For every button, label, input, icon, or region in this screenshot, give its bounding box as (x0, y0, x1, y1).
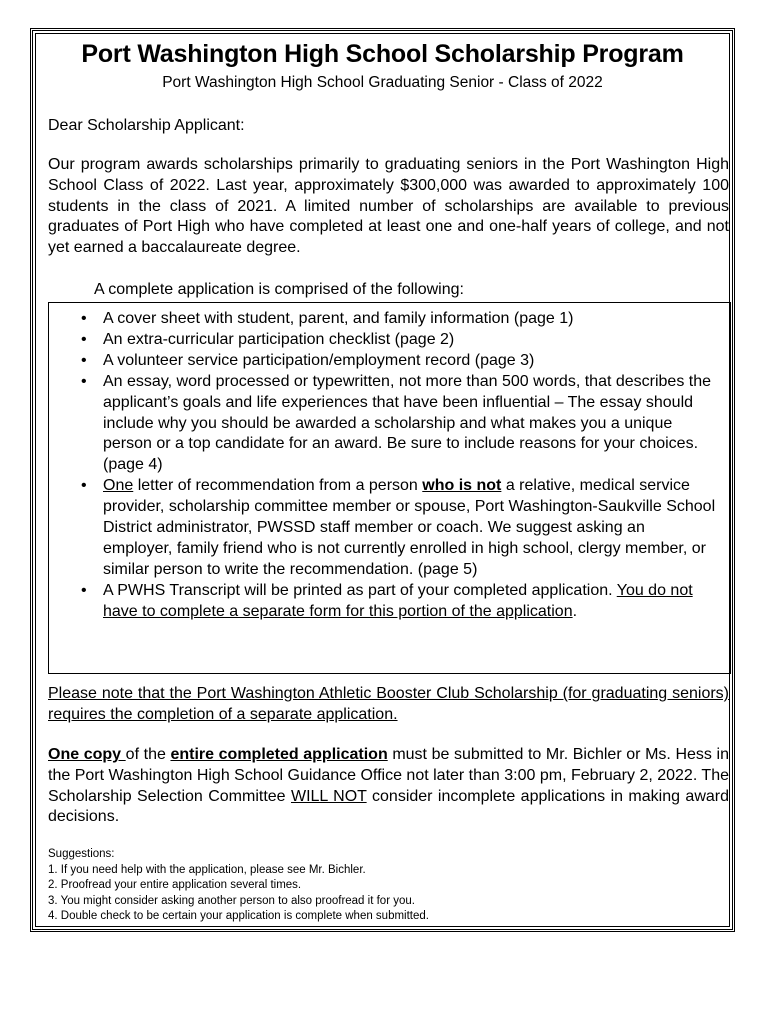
item-text-emphasis: who is not (422, 477, 502, 495)
page-title: Port Washington High School Scholarship Program (81, 40, 684, 68)
deadline-text: of the (125, 746, 171, 763)
item-text: An extra-curricular participation checklist (page 2) (103, 330, 455, 348)
bullet-icon: • (81, 581, 87, 599)
list-item-cover (49, 309, 730, 330)
deadline-text: consider incomplete applications in making award decisions. (48, 787, 729, 826)
suggestions (48, 847, 429, 925)
bullet-icon: • (81, 351, 87, 369)
bullet-icon: • (81, 372, 87, 390)
bullet-icon: • (81, 330, 87, 348)
submission-deadline (48, 745, 729, 828)
item-text-emphasis: One (103, 477, 134, 495)
requirements-list (49, 309, 730, 623)
salutation: Dear Scholarship Applicant: (48, 117, 245, 134)
list-item-extracurricular (49, 330, 730, 351)
intro-paragraph: Our program awards scholarships primarily to graduating seniors in the Port Washington High School Class of 2022. Last year, approximately $300,000 was awarded to approximately 100 students in the class of 2021. A limited number of scholarships are available to previous graduates of Port High who have completed at least one and one-half years of college, and not yet earned a baccalaureate degree. (48, 156, 729, 257)
page-subtitle: Port Washington High School Graduating Senior - Class of 2022 (162, 74, 603, 91)
list-item-transcript (49, 581, 730, 623)
list-item-volunteer (49, 351, 730, 372)
booster-club-note: Please note that the Port Washington Athletic Booster Club Scholarship (for graduating seniors) requires the completion of a separate application. (48, 685, 729, 723)
requirements-box (48, 302, 731, 674)
deadline-emphasis: One copy (48, 746, 126, 763)
item-text-emphasis: You do not have to complete a separate form for this portion of the application (103, 581, 693, 620)
item-text: A PWHS Transcript will be printed as part of your completed application. (103, 581, 617, 599)
suggestion-line: 2. Proofread your entire application several times. (48, 879, 302, 892)
deadline-emphasis: WILL NOT (290, 787, 367, 805)
deadline-emphasis: entire completed application (170, 746, 388, 763)
deadline-text: must be submitted to Mr. Bichler or Ms. Hess in the Port Washington High School Guidance Office not later than 3:00 pm, February 2, 2022. The Scholarship Selection Committee (48, 746, 729, 805)
suggestion-line: 4. Double check to be certain your application is complete when submitted. (48, 910, 429, 923)
suggestion-line: 3. You might consider asking another person to also proofread it for you. (48, 894, 415, 907)
item-text: An essay, word processed or typewritten, not more than 500 words, that describes the applicant’s goals and life experiences that have been influential – The essay should include why you should be awarded a scholarship and what makes you a unique person or a top candidate for an award. Be sure to include reasons for your choices. (page 4) (103, 372, 712, 474)
suggestion-line: 1. If you need help with the application, please see Mr. Bichler. (48, 863, 366, 876)
item-text: A cover sheet with student, parent, and family information (page 1) (103, 310, 574, 327)
item-text: . (572, 602, 578, 620)
bullet-icon: • (81, 310, 87, 327)
bullet-icon: • (81, 477, 87, 495)
item-text: letter of recommendation from a person (133, 477, 423, 495)
document-frame (30, 28, 735, 932)
item-text: a relative, medical service provider, scholarship committee member or spouse, Port Washington-Saukville School District administrator, PWSSD staff member or coach. We suggest asking an employer, family friend who is not currently enrolled in high school, clergy member, or similar person to write the recommendation. (page 5) (103, 477, 716, 578)
document-body (35, 33, 730, 927)
list-item-letter (49, 476, 730, 581)
suggestions-heading: Suggestions: (48, 848, 115, 860)
list-item-essay (49, 372, 730, 477)
list-lead: A complete application is comprised of the following: (94, 281, 464, 298)
item-text: A volunteer service participation/employment record (page 3) (103, 351, 535, 369)
